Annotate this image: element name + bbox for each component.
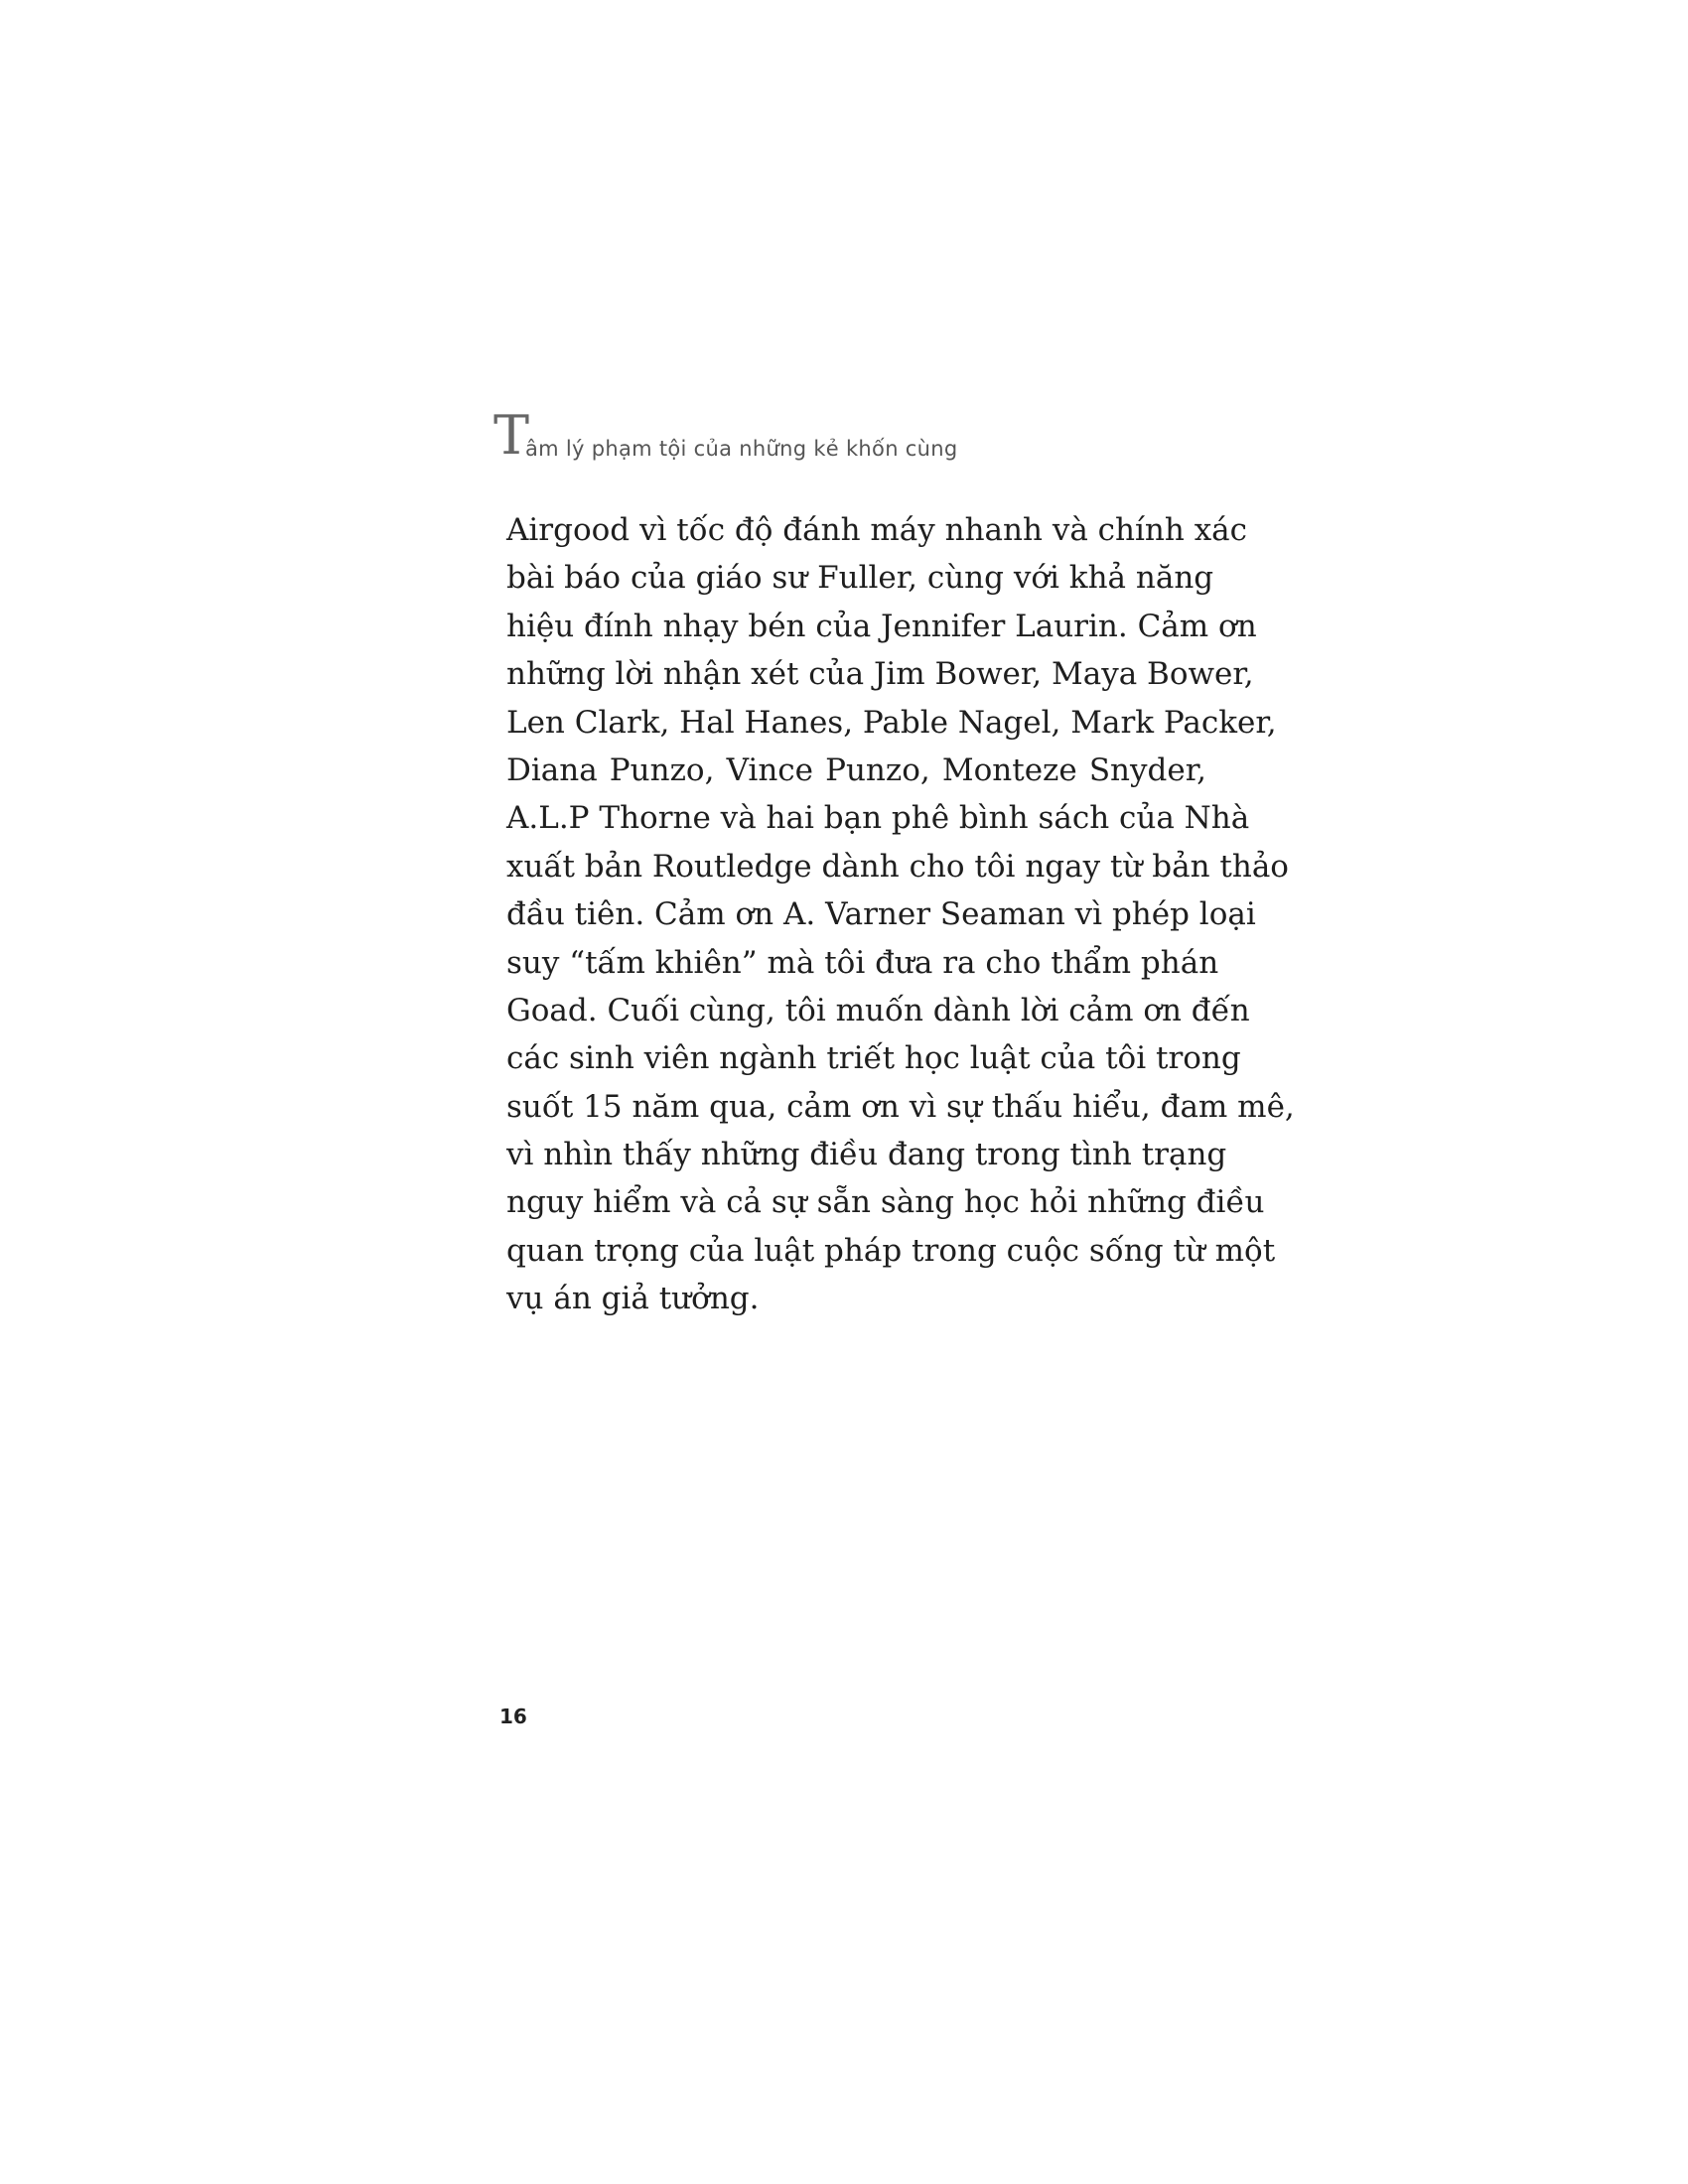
body-line: Diana Punzo, Vince Punzo, Monteze Snyder, (506, 751, 1206, 788)
body-paragraph (506, 506, 1295, 1323)
body-line: các sinh viên ngành triết học luật của tôi trong (506, 1040, 1241, 1077)
body-line: nguy hiểm và cả sự sẵn sàng học hỏi những điều (506, 1184, 1265, 1221)
body-line: A.L.P Thorne và hai bạn phê bình sách của Nhà (506, 800, 1250, 837)
body-line: những lời nhận xét của Jim Bower, Maya Bower, (506, 656, 1254, 693)
body-line: Len Clark, Hal Hanes, Pable Nagel, Mark Packer, (506, 704, 1277, 741)
body-line: quan trọng của luật pháp trong cuộc sống từ một (506, 1232, 1276, 1269)
body-line: vụ án giả tưởng. (506, 1281, 760, 1317)
body-line: suy “tấm khiên” mà tôi đưa ra cho thẩm phán (506, 944, 1219, 981)
body-line: hiệu đính nhạy bén của Jennifer Laurin. Cảm ơn (506, 608, 1257, 644)
body-line: vì nhìn thấy những điều đang trong tình trạng (506, 1137, 1227, 1173)
body-line: Airgood vì tốc độ đánh máy nhanh và chính xác (506, 512, 1248, 548)
header-dropcap: T (493, 404, 530, 467)
body-line: Goad. Cuối cùng, tôi muốn dành lời cảm ơn đến (506, 992, 1250, 1028)
running-header (493, 404, 1248, 469)
body-line: bài báo của giáo sư Fuller, cùng với khả năng (506, 560, 1214, 597)
body-line: đầu tiên. Cảm ơn A. Varner Seaman vì phép loại (506, 896, 1256, 933)
body-line: suốt 15 năm qua, cảm ơn vì sự thấu hiểu, đam mê, (506, 1088, 1295, 1125)
body-line: xuất bản Routledge dành cho tôi ngay từ bản thảo (506, 848, 1289, 885)
header-title: âm lý phạm tội của những kẻ khốn cùng (525, 437, 958, 461)
page-number: 16 (499, 1705, 527, 1728)
